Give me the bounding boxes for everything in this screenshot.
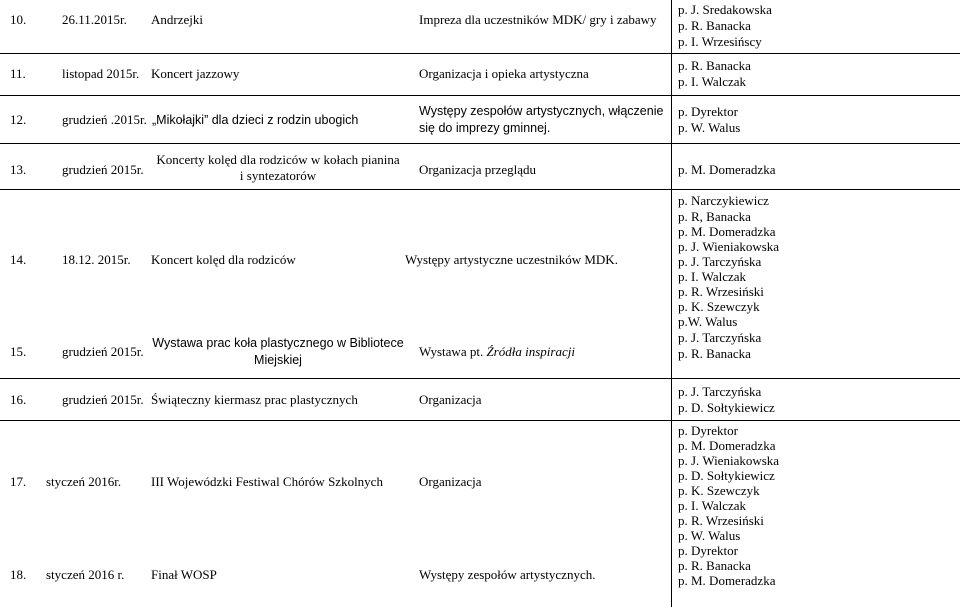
row-date: 18.12. 2015r.	[62, 252, 131, 267]
row-person: p. I. Wrzesińscy	[678, 34, 762, 49]
row-task: Występy zespołów artystycznych.	[419, 567, 596, 582]
row-task: Występy artystyczne uczestników MDK.	[405, 252, 618, 267]
row-person: p. D. Sołtykiewicz	[678, 468, 775, 483]
row-person: p. Dyrektor	[678, 543, 738, 558]
row-person: p. Narczykiewicz	[678, 193, 769, 208]
row-person: p. Dyrektor	[678, 104, 738, 119]
row-number: 10.	[10, 12, 27, 27]
row-event: Koncert jazzowy	[151, 66, 240, 81]
row-number: 13.	[10, 162, 27, 177]
row-event: Koncerty kolęd dla rodziców w kołach pianina	[156, 152, 400, 167]
row-person: p. K. Szewczyk	[678, 299, 760, 314]
row-date: styczeń 2016r.	[46, 474, 122, 489]
row-person: p. J. Tarczyńska	[678, 330, 762, 345]
row-person: p. J. Sredakowska	[678, 2, 772, 17]
row-person: p. R, Banacka	[678, 209, 751, 224]
row-date: grudzień 2015r.	[62, 392, 144, 407]
row-divider	[0, 378, 960, 379]
row-task: się do imprezy gminnej.	[419, 121, 551, 135]
row-number: 17.	[10, 474, 27, 489]
row-person: p.W. Walus	[678, 314, 738, 329]
row-date: styczeń 2016 r.	[46, 567, 125, 582]
row-person: p. R. Banacka	[678, 58, 751, 73]
row-person: p. J. Tarczyńska	[678, 384, 762, 399]
row-number: 16.	[10, 392, 27, 407]
row-person: p. K. Szewczyk	[678, 483, 760, 498]
row-person: p. D. Sołtykiewicz	[678, 400, 775, 415]
row-number: 14.	[10, 252, 27, 267]
row-person: p. W. Walus	[678, 120, 741, 135]
row-person: p. R. Wrzesiński	[678, 284, 764, 299]
row-person: p. M. Domeradzka	[678, 162, 776, 177]
row-divider	[0, 143, 960, 144]
row-task	[419, 344, 575, 360]
row-event: Miejskiej	[254, 353, 302, 367]
row-person: p. M. Domeradzka	[678, 224, 776, 239]
row-person: p. J. Wieniakowska	[678, 453, 780, 468]
row-event: Andrzejki	[151, 12, 203, 27]
row-number: 12.	[10, 112, 27, 127]
row-task: Występy zespołów artystycznych, włączenie	[419, 104, 664, 118]
row-person: p. W. Walus	[678, 528, 741, 543]
row-task: Organizacja	[419, 392, 482, 407]
row-person: p. M. Domeradzka	[678, 573, 776, 588]
row-event: III Wojewódzki Festiwal Chórów Szkolnych	[151, 474, 383, 489]
row-event: „Mikołajki” dla dzieci z rodzin ubogich	[152, 113, 359, 127]
row-task: Organizacja przeglądu	[419, 162, 537, 177]
row-event: Wystawa prac koła plastycznego w Bibliotece	[152, 336, 404, 350]
row-person: p. J. Wieniakowska	[678, 239, 780, 254]
row-person: p. R. Banacka	[678, 346, 751, 361]
row-event: Świąteczny kiermasz prac plastycznych	[151, 392, 358, 407]
row-date: 26.11.2015r.	[62, 12, 127, 27]
row-divider	[0, 53, 960, 54]
row-person: p. Dyrektor	[678, 423, 738, 438]
row-event: i syntezatorów	[239, 168, 317, 183]
task-italic-title: Źródła inspiracji	[486, 344, 575, 359]
row-person: p. J. Tarczyńska	[678, 254, 762, 269]
row-date: grudzień 2015r.	[62, 344, 144, 359]
row-date: grudzień .2015r.	[62, 112, 147, 127]
row-number: 11.	[10, 66, 26, 81]
row-person: p. I. Walczak	[678, 498, 747, 513]
row-person: p. R. Wrzesiński	[678, 513, 764, 528]
row-number: 18.	[10, 567, 27, 582]
row-person: p. R. Banacka	[678, 558, 751, 573]
row-divider	[0, 420, 960, 421]
row-divider	[0, 189, 960, 190]
row-person: p. M. Domeradzka	[678, 438, 776, 453]
row-person: p. R. Banacka	[678, 18, 751, 33]
row-date: listopad 2015r.	[62, 66, 140, 81]
task-prefix: Wystawa pt.	[419, 344, 484, 359]
row-task: Organizacja	[419, 474, 482, 489]
row-divider	[0, 95, 960, 96]
row-event: Koncert kolęd dla rodziców	[151, 252, 296, 267]
row-task: Organizacja i opieka artystyczna	[419, 66, 589, 81]
row-task: Impreza dla uczestników MDK/ gry i zabawy	[419, 12, 657, 27]
row-person: p. I. Walczak	[678, 74, 747, 89]
column-divider	[671, 0, 672, 607]
row-number: 15.	[10, 344, 27, 359]
row-date: grudzień 2015r.	[62, 162, 144, 177]
row-event: Finał WOSP	[151, 567, 217, 582]
row-person: p. I. Walczak	[678, 269, 747, 284]
